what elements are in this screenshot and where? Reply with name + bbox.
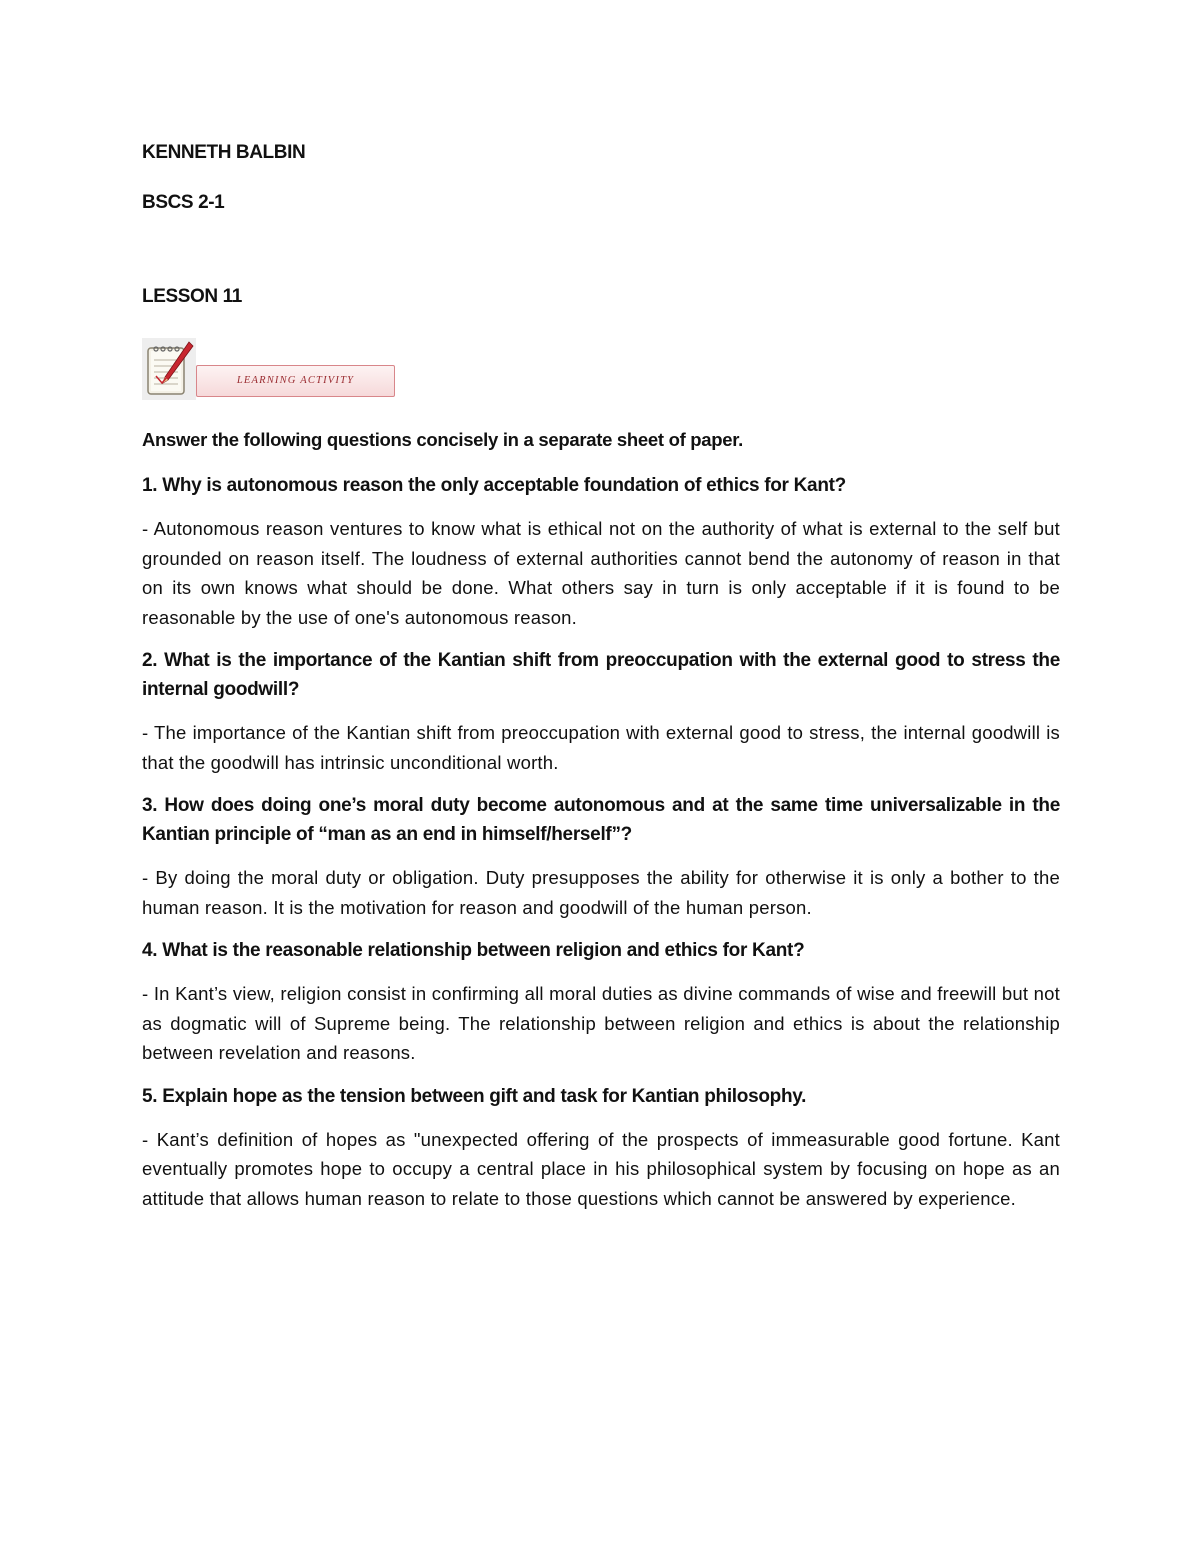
lesson-title: LESSON 11	[142, 286, 242, 307]
student-name: KENNETH BALBIN	[142, 142, 306, 163]
notepad-pencil-icon	[142, 338, 196, 400]
answer-3: - By doing the moral duty or obligation. Duty presupposes the ability for otherwise it is only a bother to the human reason. It is the motivation for reason and goodwill of the human person.	[142, 867, 1060, 918]
answer-2: - The importance of the Kantian shift from preoccupation with external good to stress, the internal goodwill is that the goodwill has intrinsic unconditional worth.	[142, 722, 1060, 773]
question-1: 1. Why is autonomous reason the only acceptable foundation of ethics for Kant?	[142, 475, 846, 496]
question-5: 5. Explain hope as the tension between gift and task for Kantian philosophy.	[142, 1085, 807, 1107]
instruction-text: Answer the following questions concisely in a separate sheet of paper.	[142, 429, 743, 450]
learning-activity-graphic	[142, 338, 398, 402]
answer-4: - In Kant’s view, religion consist in confirming all moral duties as divine commands of wise and freewill but not as dogmatic will of Supreme being. The relationship between religion and ethics is about the relationship between revelation and reasons.	[142, 983, 1060, 1063]
student-section: BSCS 2-1	[142, 192, 225, 213]
question-2: 2. What is the importance of the Kantian shift from preoccupation with the external good to stress the internal goodwill?	[142, 650, 1060, 700]
answer-5: - Kant’s definition of hopes as "unexpected offering of the prospects of immeasurable good fortune. Kant eventually promotes hope to occupy a central place in his philosophical system by focusing on hope as an attitude that allows human reason to relate to those questions which cannot be answered by experience.	[142, 1128, 1060, 1209]
question-3: 3. How does doing one’s moral duty become autonomous and at the same time universalizable in the Kantian principle of “man as an end in himself/herself”?	[142, 795, 1060, 845]
answer-1: - Autonomous reason ventures to know what is ethical not on the authority of what is external to the self but grounded on reason itself. The loudness of external authorities cannot bend the autonomy of reason in that on its own knows what should be done. What others say in turn is only acceptable if it is found to be reasonable by the use of one's autonomous reason.	[142, 518, 1060, 628]
learning-activity-banner: LEARNING ACTIVITY	[196, 365, 395, 397]
question-4: 4. What is the reasonable relationship between religion and ethics for Kant?	[142, 940, 805, 961]
questions-section	[142, 425, 1060, 1227]
